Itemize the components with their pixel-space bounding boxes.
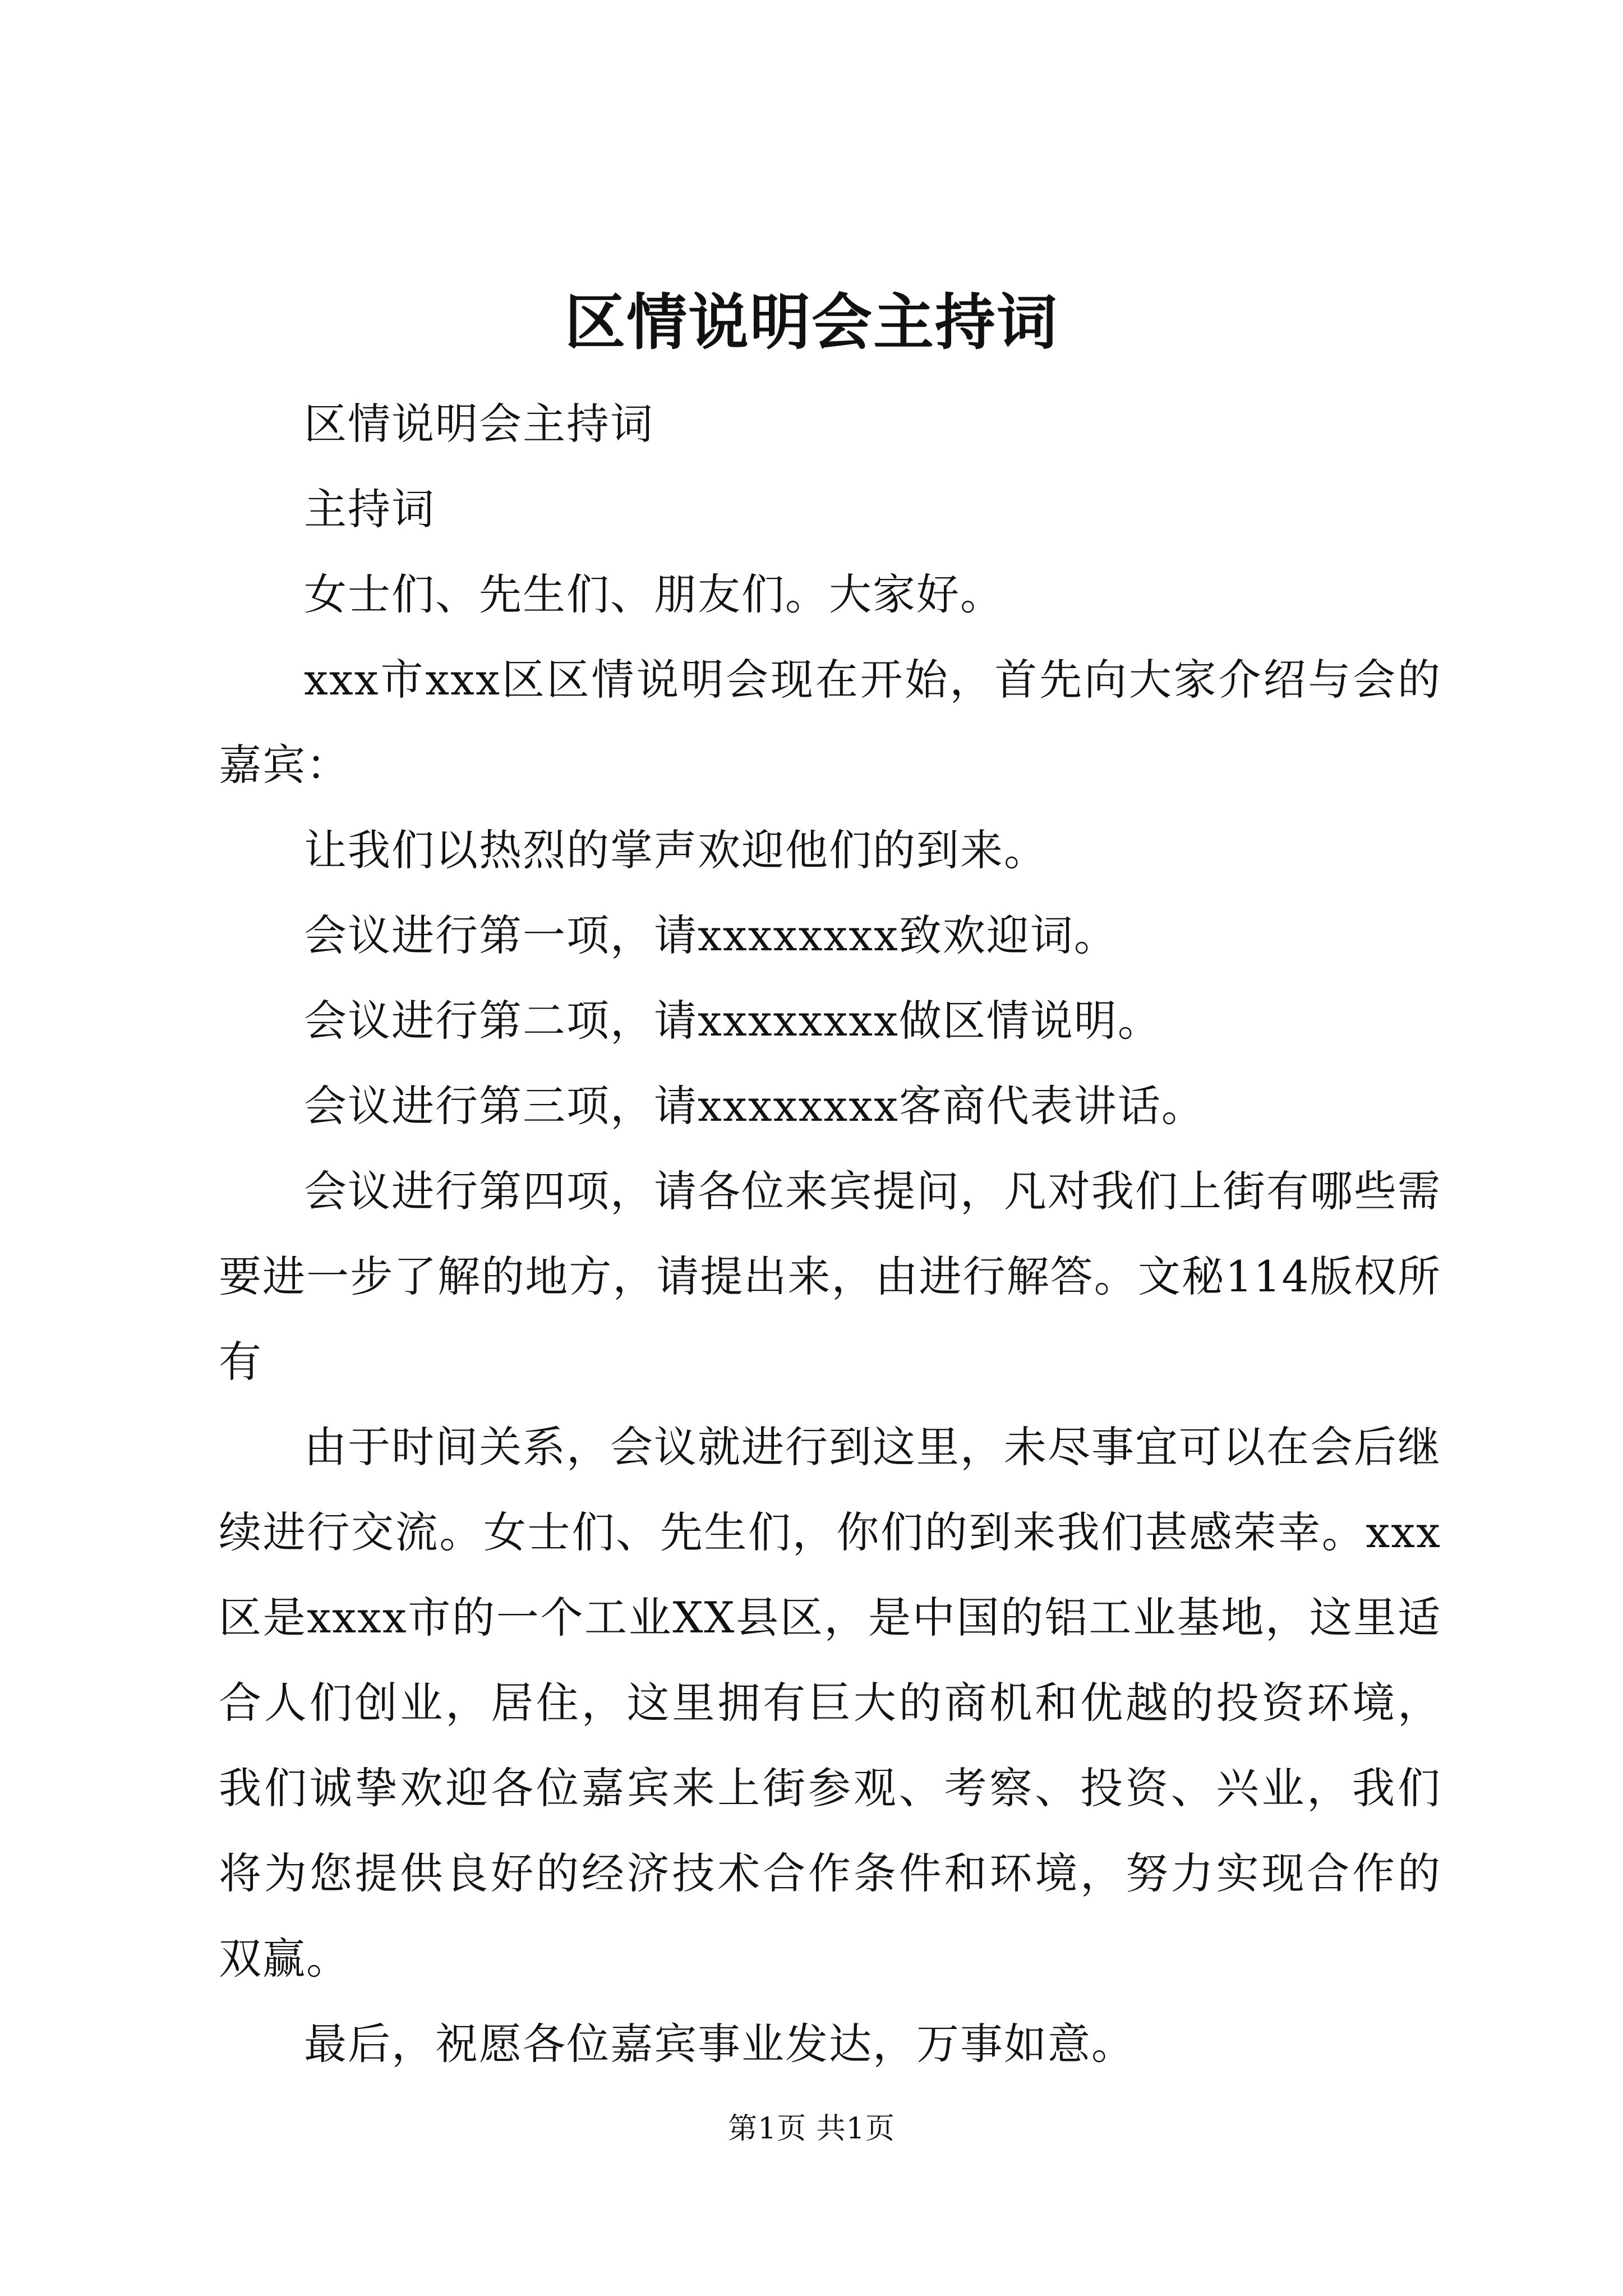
paragraph: xxx市xxx区区情说明会现在开始，首先向大家介绍与会的嘉宾： <box>219 655 1441 790</box>
paragraph: 最后，祝愿各位嘉宾事业发达，万事如意。 <box>304 2019 1135 2069</box>
page-number-footer: 第1页 共1页 <box>728 2112 895 2146</box>
document-title: 区情说明会主持词 <box>564 287 1058 358</box>
paragraph: 会议进行第一项，请xxxxxxxx致欢迎词。 <box>304 910 1118 960</box>
paragraph: 会议进行第二项，请xxxxxxxx做区情说明。 <box>304 996 1161 1046</box>
document-body <box>219 381 1441 2087</box>
paragraph: 主持词 <box>304 484 435 534</box>
paragraph: 让我们以热烈的掌声欢迎他们的到来。 <box>304 825 1048 875</box>
paragraph: 女士们、先生们、朋友们。大家好。 <box>304 569 1004 619</box>
paragraph: 区情说明会主持词 <box>304 399 654 449</box>
paragraph: 会议进行第四项，请各位来宾提问，凡对我们上街有哪些需要进一步了解的地方，请提出来，由进行解答。文秘114版权所有 <box>219 1166 1441 1387</box>
paragraph: 由于时间关系，会议就进行到这里，未尽事宜可以在会后继续进行交流。女士们、先生们，你们的到来我们甚感荣幸。xxx区是xxxx市的一个工业XX县区，是中国的铝工业基地，这里适合人们创业，居住，这里拥有巨大的商机和优越的投资环境，我们诚挚欢迎各位嘉宾来上街参观、考察、投资、兴业，我们将为您提供良好的经济技术合作条件和环境，努力实现合作的双赢。 <box>219 1422 1441 1984</box>
paragraph: 会议进行第三项，请xxxxxxxx客商代表讲话。 <box>304 1081 1205 1131</box>
